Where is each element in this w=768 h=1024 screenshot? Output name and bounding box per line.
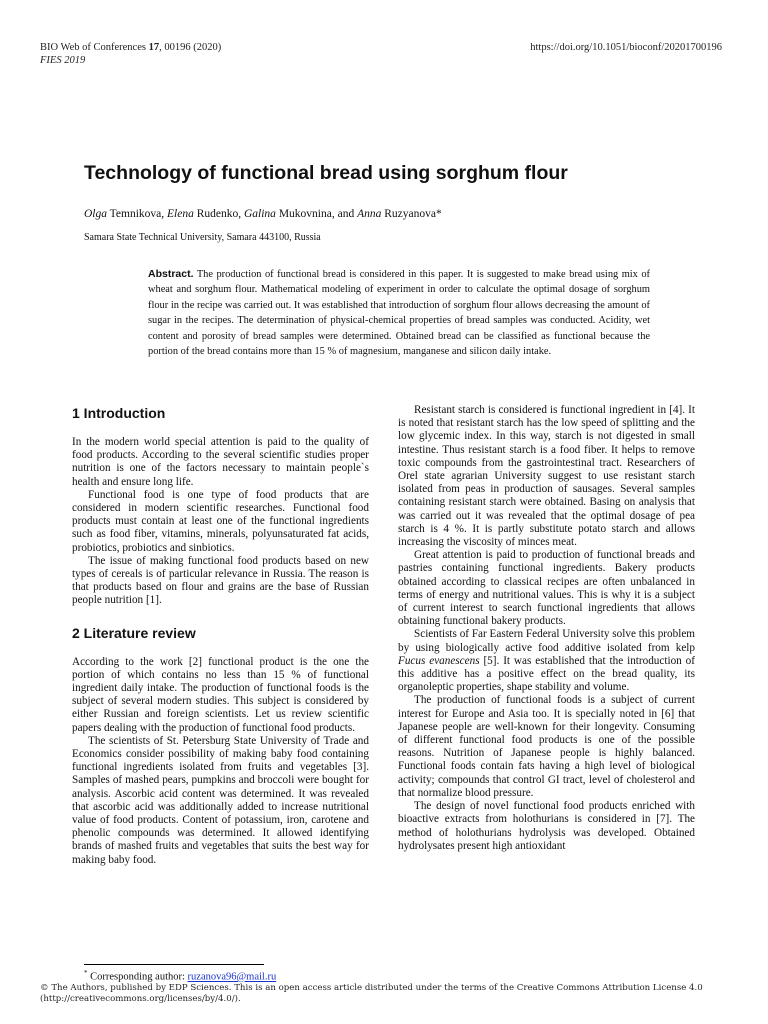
author-last-name: Mukovnina, and [275,208,358,220]
paragraph: The design of novel functional food products enriched with bioactive extracts from holothurians is considered in [7]. The method of holothurians hydrolysis was developed. Obtained hydrolysates present high antioxidant [398,800,695,852]
author-last-name: Rudenko, [193,208,244,220]
paragraph-text: [5]. It was established that the introduction of this additive has a positive effect on the bread quality, its organoleptic properties, shape stability and volume. [398,654,695,694]
paragraph: The issue of making functional food products based on new types of cereals is of particular relevance in Russia. The reason is that products based on flour and grains are the base of Russian people nutrition [1]. [72,554,369,607]
author-first-name: Galina [243,208,276,220]
abstract-text: The production of functional bread is considered in this paper. It is suggested to make bread using mix of wheat and sorghum flour. Mathematical modeling of experiment in order to calculate the optimal dosage of sorghum flour in the recipe was carried out. It was established that introduction of sorghum flour allows decreasing the amount of sugar in the recipes. The determination of physical-chemical properties of bread samples was conducted. Acidity, wet content and porosity of bread samples were determined. Obtained bread can be classified as functional because the portion of the bread contains more than 15 % of magnesium, manganese and silicon daily intake. [148,269,650,358]
footnote-mark: * [84,969,88,977]
doi-link[interactable]: https://doi.org/10.1051/bioconf/20201700196 [530,42,722,53]
abstract-label: Abstract. [148,268,194,280]
journal-name: BIO Web of Conferences [40,42,149,53]
section-heading-introduction: 1 Introduction [72,405,166,421]
species-name: Fucus evanescens [398,654,480,667]
journal-volume: 17 [148,42,160,53]
paper-title: Technology of functional bread using sorghum flour [84,162,568,184]
author-first-name: Olga [84,208,107,220]
paragraph-text: Scientists of Far Eastern Federal University solve this problem by using biologically active food additive isolated from kelp [398,628,695,654]
author-first-name: Elena [167,208,194,220]
paragraph: In the modern world special attention is paid to the quality of food products. According to the several scientific studies proper nutrition is one of the factors necessary to maintain people`s health and ensure long life. [72,436,369,488]
email-link[interactable]: ruzanova96@mail.ru [187,971,277,983]
paragraph [398,628,695,694]
paragraph: The scientists of St. Petersburg State University of Trade and Economics consider possibility of making baby food containing functional ingredients isolated from fruits and vegetables [3]. Samples of mashed pears, pumpkins and broccoli were bought for analysis. Ascorbic acid content was determined. It was revealed that ascorbic acid was additionally added to increase nutritional value of food products. Content of potassium, iron, carotene and phenolic compounds was determined. It allowed identifying brands of mashed fruits and vegetables that suits the best way for making baby food. [72,734,369,866]
paragraph: Functional food is one type of food products that are considered in modern scientific researches. Functional food products must contain at least one of the functional ingredients such as food fiber, vitamins, minerals, polyunsaturated fat acids, probiotics, probiotics and sinbiotics. [72,488,369,554]
author-last-name: Temnikova, [107,208,167,220]
paragraph: The production of functional foods is a subject of current interest for Europe and Asia too. It is specially noted in [6] that Japanese people are well-known for their longevity. Consuming of different functional food products is one of the possible reasons. Nutrition of Japanese people is highly balanced. Functional foods contain fats having a high level of biological activity; compounds that control GI tract, level of cholesterol and that normalize blood pressure. [398,694,695,799]
footnote-divider [84,964,264,965]
journal-reference [40,41,221,54]
right-column [398,404,695,853]
affiliation: Samara State Technical University, Samara 443100, Russia [84,232,321,243]
conference-name: FIES 2019 [40,55,86,66]
author-last-name: Ruzyanova* [381,208,442,220]
abstract [148,267,650,359]
footnote [84,967,276,984]
paragraph: Great attention is paid to production of functional breads and pastries containing functional ingredients. Bakery products obtained according to classical recipes are often unbalanced in terms of energy and nutritional values. This is why it is a subject of current interest to search functional ingredients that allows obtaining functional bakery products. [398,549,695,628]
section-heading-literature-review: 2 Literature review [72,624,196,641]
author-first-name: Anna [357,208,382,220]
article-number: , 00196 (2020) [159,42,222,53]
left-column [72,404,369,867]
paragraph: According to the work [2] functional product is the one the portion of which contains no less than 15 % of functional ingredient daily intake. The production of functional foods is the subject of several modern studies. This subject is considered by either Russian and foreign scientists. Let us review scientific papers dealing with the production of functional food products. [72,655,369,734]
footnote-label: Corresponding author: [87,971,188,983]
license-notice: © The Authors, published by EDP Sciences. This is an open access article distributed under the terms of the Creative Commons Attribution License 4.0 (http://creativecommons.org/licenses/by/4.0/). [40,983,703,1004]
author-list [84,207,442,222]
paragraph: Resistant starch is considered is functional ingredient in [4]. It is noted that resistant starch has the low speed of splitting and the low glycemic index. In this way, starch is not digested in small intestine. Thus resistant starch is a food fiber. It helps to remove toxic compounds from the gastrointestinal tract. Researchers of Orel state agrarian University suggest to use resistant starch isolated from peas in production of sausages. Several samples containing resistant starch were obtained. Basing on analysis that was carried out it was revealed that the optimal dosage of pea starch is 4 %. It is partly substitute potato starch and allows increasing the viscosity of minces meat. [398,404,695,549]
